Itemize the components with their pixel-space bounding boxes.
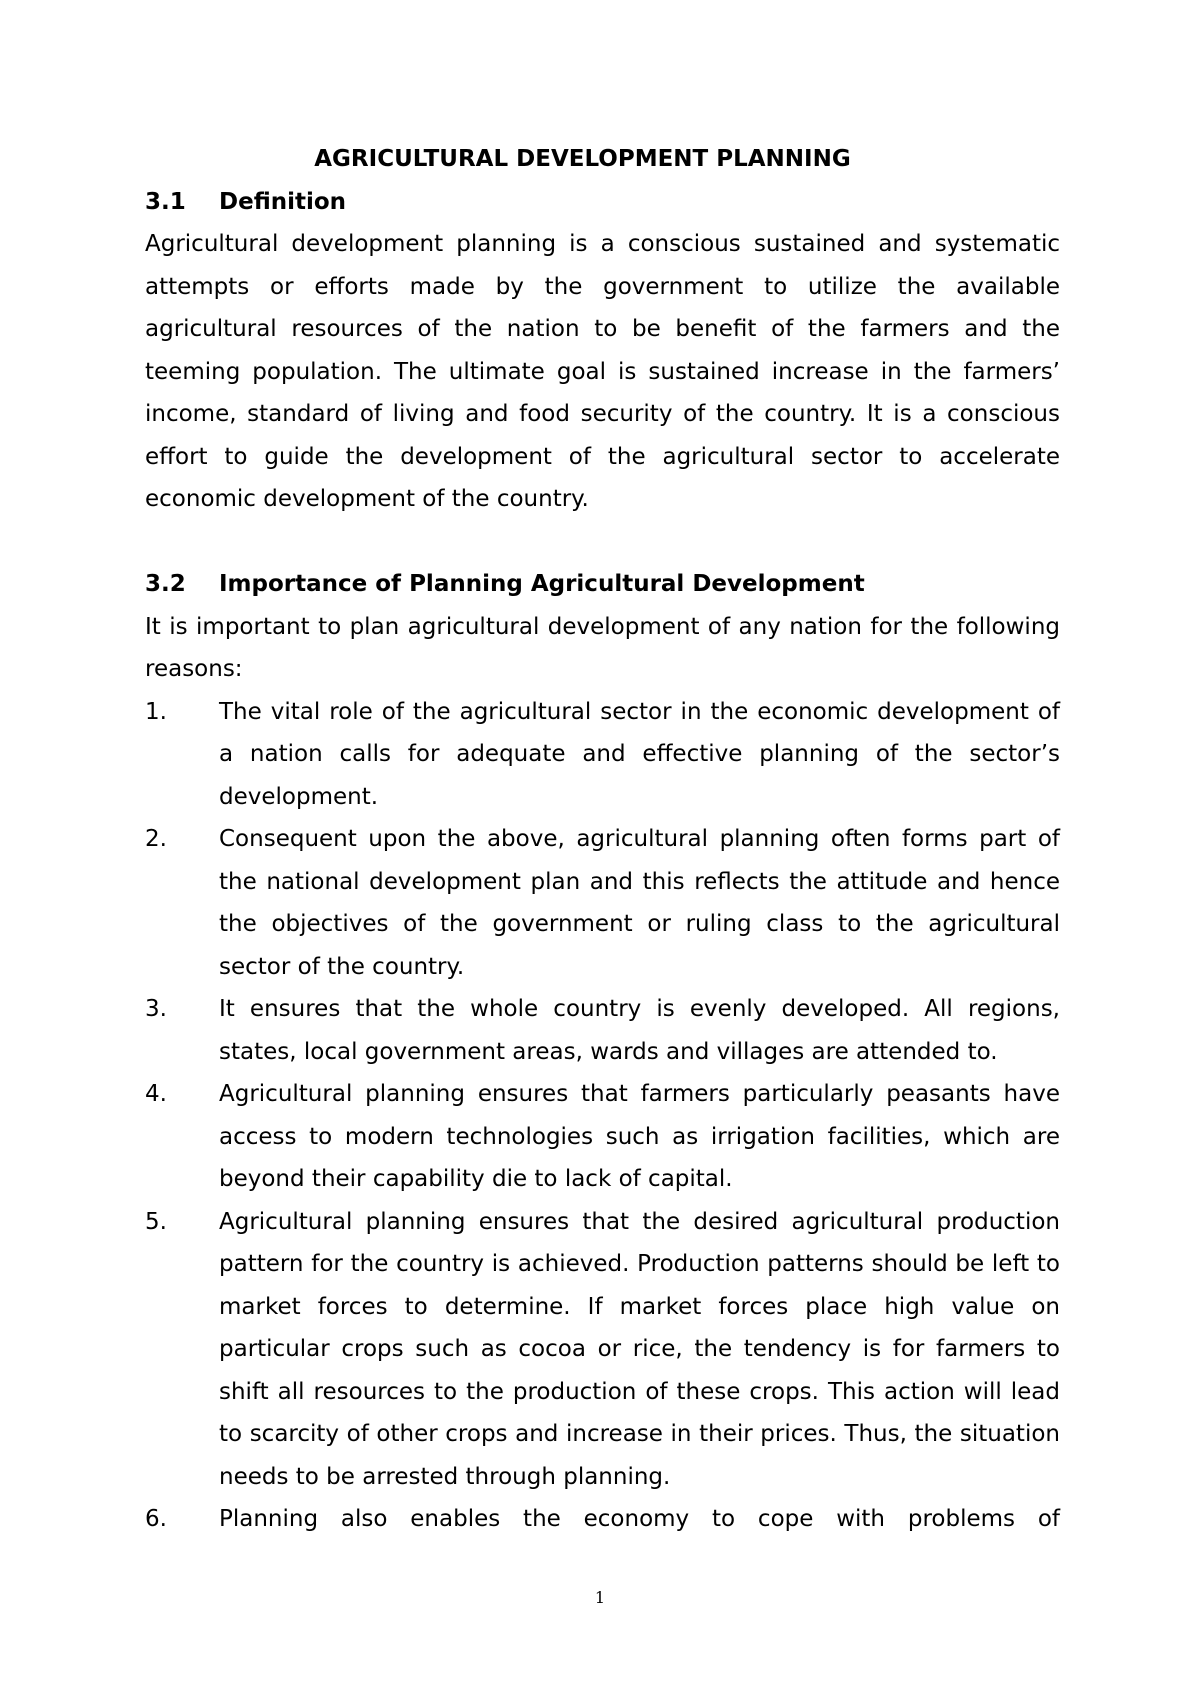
document-title: AGRICULTURAL DEVELOPMENT PLANNING — [314, 146, 851, 172]
list-item-text: It ensures that the whole country is evenly developed. All regions, states, local government areas, wards and villages are attended to. — [219, 996, 1060, 1065]
list-item-text: Planning also enables the economy to cope with problems of — [219, 1506, 1060, 1532]
reasons-list — [145, 691, 1060, 1541]
section-number: 3.1 — [145, 188, 186, 215]
section-number: 3.2 — [145, 571, 186, 597]
importance-intro-paragraph: It is important to plan agricultural development of any nation for the following reasons: — [145, 613, 1060, 682]
list-item-text: Agricultural planning ensures that farmers particularly peasants have access to modern technologies such as irrigation facilities, which are beyond their capability die to lack of capital. — [219, 1081, 1060, 1192]
list-item-number: 3. — [145, 996, 167, 1022]
list-item-number: 6. — [145, 1506, 167, 1532]
list-item — [145, 1498, 1060, 1541]
list-item-number: 1. — [145, 698, 167, 725]
section-title: Importance of Planning Agricultural Development — [219, 571, 865, 597]
list-item — [145, 818, 1060, 988]
list-item-number: 5. — [145, 1208, 167, 1235]
section-title: Definition — [219, 188, 347, 215]
list-item-text: Consequent upon the above, agricultural planning often forms part of the national development plan and this reflects the attitude and hence the objectives of the government or ruling class to the agricultural sector of the country. — [219, 826, 1060, 980]
list-item-text: The vital role of the agricultural sector in the economic development of a nation calls for adequate and effective planning of the sector’s development. — [219, 698, 1060, 810]
list-item — [145, 1201, 1060, 1499]
list-item-number: 4. — [145, 1081, 167, 1107]
section-heading-definition — [145, 181, 1060, 224]
paragraph-spacer — [145, 521, 1060, 564]
list-item — [145, 1073, 1060, 1201]
list-item — [145, 691, 1060, 819]
list-item-number: 2. — [145, 826, 167, 852]
list-item-text: Agricultural planning ensures that the desired agricultural production pattern for the country is achieved. Production patterns should be left to market forces to determine. If market forces place high value on particular crops such as cocoa or rice, the tendency is for farmers to shift all resources to the production of these crops. This action will lead to scarcity of other crops and increase in their prices. Thus, the situation needs to be arrested through planning. — [219, 1208, 1060, 1490]
document-page — [145, 138, 1060, 1541]
list-item — [145, 988, 1060, 1073]
section-heading-importance — [145, 563, 1060, 606]
definition-paragraph: Agricultural development planning is a conscious sustained and systematic attempts or efforts made by the government to utilize the available agricultural resources of the nation to be benefit of the farmers and the teeming population. The ultimate goal is sustained increase in the farmers’ income, standard of living and food security of the country. It is a conscious effort to guide the development of the agricultural sector to accelerate economic development of the country. — [145, 231, 1060, 512]
page-number: 1 — [594, 1588, 606, 1607]
